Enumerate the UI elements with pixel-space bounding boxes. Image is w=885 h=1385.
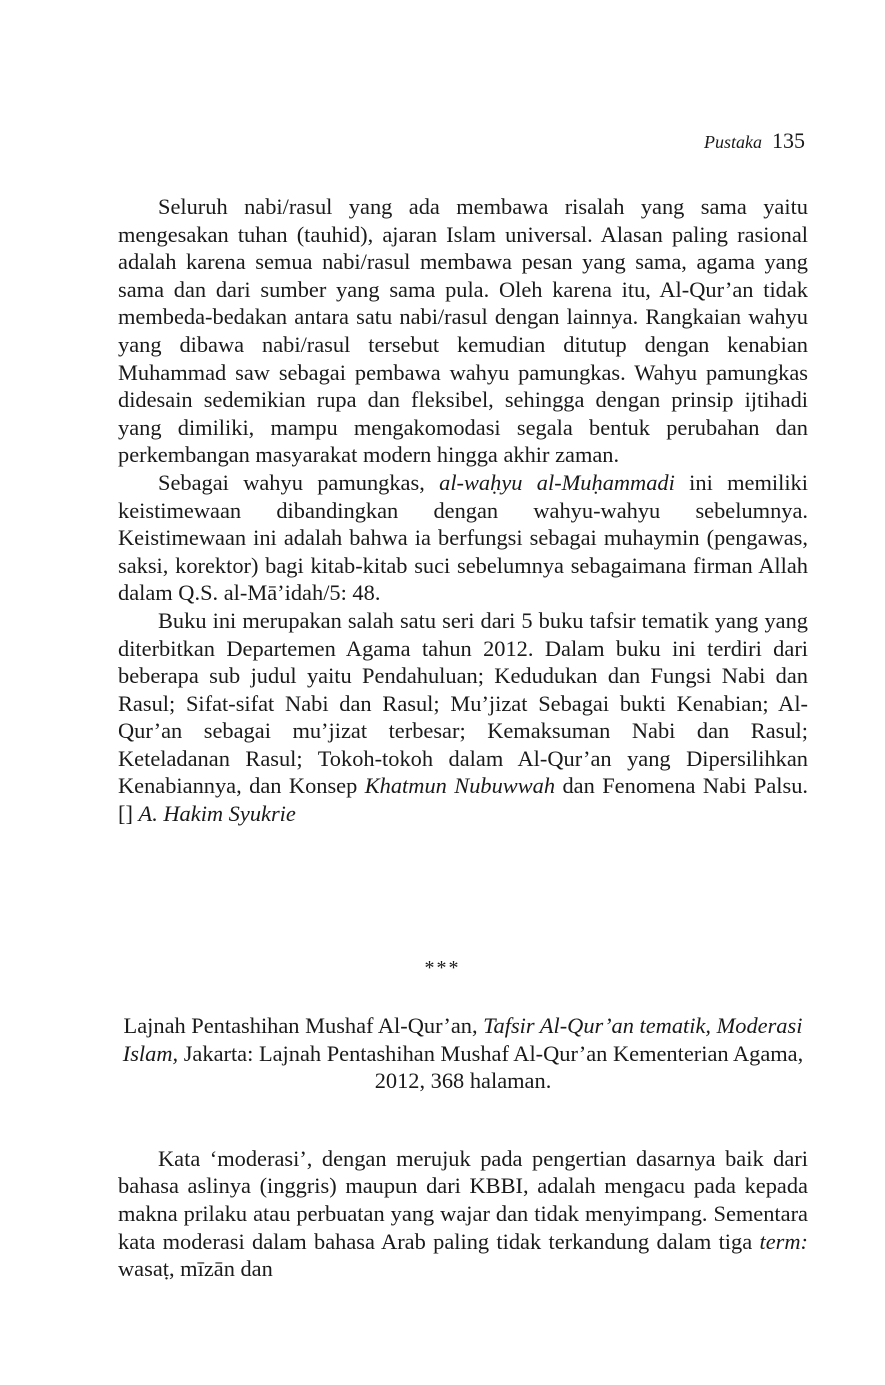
page-number: 135	[772, 128, 805, 153]
citation-text-b: Jakarta: Lajnah Pentashihan Mushaf Al-Qur’an Kementerian Agama, 2012, 368 halaman.	[178, 1040, 804, 1094]
citation-text-a: Lajnah Pentashihan Mushaf Al-Qur’an,	[123, 1013, 484, 1038]
paragraph-2-text-a: Sebagai wahyu pamungkas,	[158, 469, 440, 495]
paragraph-3-italic: Khatmun Nubuwwah	[364, 773, 556, 799]
reviewer-name: A. Hakim Syukrie	[138, 801, 296, 827]
review-text-a: Kata ‘moderasi’, dengan merujuk pada pengertian dasarnya baik dari bahasa aslinya (inggris) maupun dari KBBI, adalah mengacu pada kepada makna prilaku atau perbuatan yang wajar dan tidak menyimpang. Sementara kata moderasi dalam bahasa Arab paling tidak terkandung dalam tiga	[118, 1145, 808, 1254]
running-header	[704, 128, 805, 154]
paragraph-2-italic: al-waḥyu al-Muḥammadi	[439, 469, 675, 495]
book-citation	[118, 1012, 808, 1095]
body-text	[118, 193, 808, 828]
review-paragraph	[118, 1145, 808, 1283]
review-italic-term: term:	[759, 1228, 808, 1254]
journal-label: Pustaka	[704, 132, 762, 152]
paragraph-3-text-b: dan Fenomena Nabi Palsu.[]	[118, 773, 808, 827]
paragraph-1-text: Seluruh nabi/rasul yang ada membawa risalah yang sama yaitu mengesakan tuhan (tauhid), ajaran Islam universal. Alasan paling rasional adalah karena semua nabi/rasul membawa pesan yang sama, agama yang sama dan dari sumber yang sama pula. Oleh karena itu, Al-Qur’an tidak membeda-bedakan antara satu nabi/rasul dengan lainnya. Rangkaian wahyu yang dibawa nabi/rasul tersebut kemudian ditutup dengan kenabian Muhammad saw sebagai pembawa wahyu pamungkas. Wahyu pamungkas didesain sedemikian rupa dan fleksibel, sehingga dengan prinsip ijtihadi yang dimiliki, mampu mengakomodasi segala bentuk perubahan dan perkembangan masyarakat modern hingga akhir zaman.	[118, 194, 808, 468]
citation-title: Tafsir Al-Qur’an tematik, Moderasi Islam,	[122, 1013, 803, 1066]
review-section	[118, 1012, 808, 1283]
paragraph-3-text-a: Buku ini merupakan salah satu seri dari 5 buku tafsir tematik yang yang diterbitkan Departemen Agama tahun 2012. Dalam buku ini terdiri dari beberapa sub judul yaitu Pendahuluan; Kedudukan dan Fungsi Nabi dan Rasul; Sifat-sifat Nabi dan Rasul; Mu’jizat Sebagai bukti Kenabian; Al-Qur’an sebagai mu’jizat terbesar; Kemaksuman Nabi dan Rasul; Keteladanan Rasul; Tokoh-tokoh dalam Al-Qur’an yang Dipersilihkan Kenabiannya, dan Konsep	[118, 607, 808, 799]
review-text-b: wasaṭ, mīzān dan	[118, 1256, 273, 1282]
paragraph-3	[118, 607, 808, 828]
paragraph-1	[118, 193, 808, 469]
paragraph-2	[118, 469, 808, 607]
paragraph-2-text-b: ini memiliki keistimewaan dibandingkan dengan wahyu-wahyu sebelumnya. Keistimewaan ini adalah bahwa ia berfungsi sebagai muhaymin (pengawas, saksi, korektor) bagi kitab-kitab suci sebelumnya sebagaimana firman Allah dalam Q.S. al-Mā’idah/5: 48.	[118, 469, 808, 606]
section-separator: ***	[424, 957, 461, 979]
